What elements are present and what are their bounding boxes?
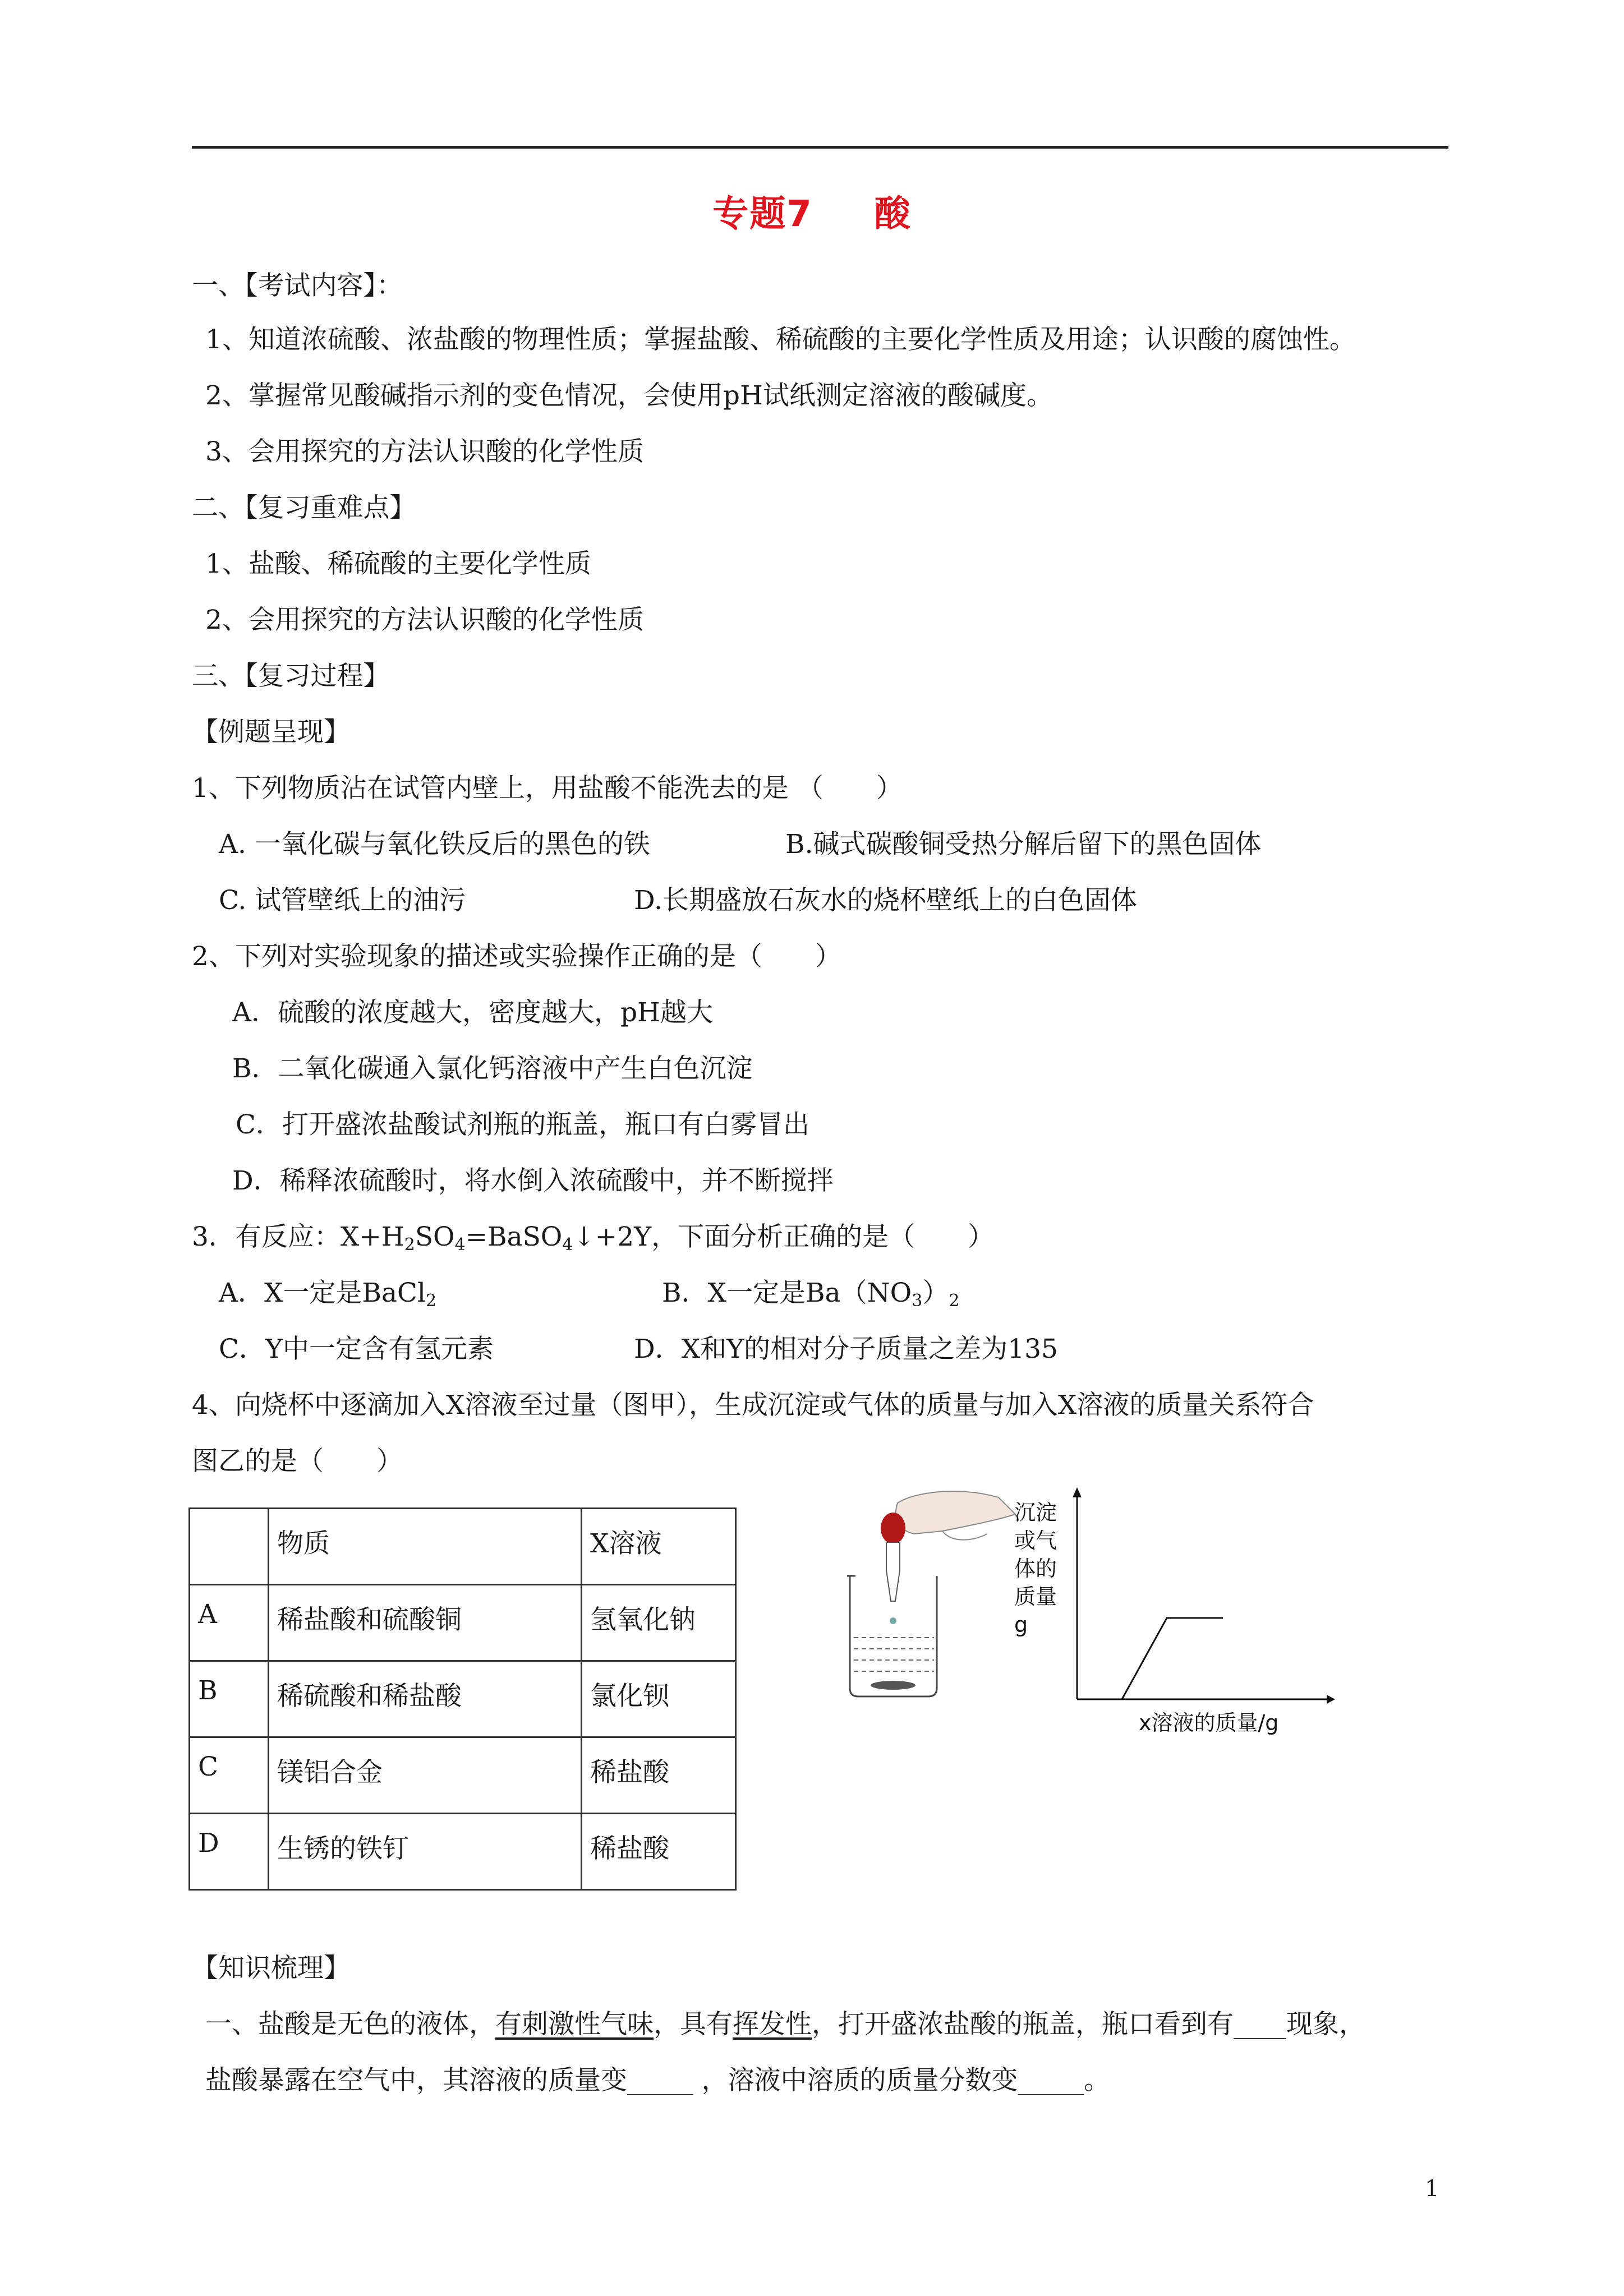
table-header-cell: X溶液 [582, 1509, 736, 1585]
table-row [190, 1814, 736, 1890]
table-cell: 镁铝合金 [269, 1737, 582, 1814]
q1-option-d: D.长期盛放石灰水的烧杯壁纸上的白色固体 [634, 885, 1137, 916]
header-rule [192, 146, 1448, 149]
q3-stem: 3．有反应：$X+H_2SO_4=BaSO_4↓+2Y$，下面分析正确的是（ ） [192, 1221, 995, 1255]
table-row [190, 1585, 736, 1661]
table-cell: 氢氧化钠 [582, 1585, 736, 1661]
q2-option-c: C．打开盛浓盐酸试剂瓶的瓶盖，瓶口有白雾冒出 [236, 1109, 809, 1140]
finger-line [942, 1531, 987, 1540]
knowledge-heading: 【知识梳理】 [192, 1953, 350, 1984]
knowledge-line-1: 一、盐酸是无色的液体，有刺激性气味，具有挥发性，打开盛浓盐酸的瓶盖，瓶口看到有____现象， [205, 2009, 1365, 2040]
section2-item-2: 2、会用探究的方法认识酸的化学性质 [205, 605, 644, 635]
svg-text:或气: 或气 [1014, 1528, 1057, 1553]
table-cell: 氯化钡 [582, 1661, 736, 1737]
q1-option-c: C. 试管壁纸上的油污 [219, 885, 466, 916]
q2-stem: 2、下列对实验现象的描述或实验操作正确的是（ ） [192, 941, 841, 972]
svg-text:g: g [1014, 1612, 1028, 1637]
svg-text:沉淀: 沉淀 [1014, 1500, 1057, 1525]
table-header-row [190, 1509, 736, 1585]
table-cell: B [190, 1661, 269, 1737]
table-cell: A [190, 1585, 269, 1661]
graph-ylabel [1014, 1500, 1057, 1637]
q2-option-a: A．硫酸的浓度越大，密度越大，pH越大 [232, 997, 714, 1028]
drop [890, 1617, 896, 1624]
section1-item-2: 2、掌握常见酸碱指示剂的变色情况，会使用pH试纸测定溶液的酸碱度。 [205, 380, 1053, 411]
title-subject: 酸 [874, 193, 912, 235]
dropper-tube [886, 1542, 900, 1601]
graph-curve [1122, 1618, 1223, 1699]
section3-heading: 三、【复习过程】 [192, 661, 390, 691]
section2-item-1: 1、盐酸、稀硫酸的主要化学性质 [205, 548, 591, 579]
section1-item-1: 1、知道浓硫酸、浓盐酸的物理性质；掌握盐酸、稀硫酸的主要化学性质及用途；认识酸的腐蚀性。 [205, 324, 1356, 355]
q3-option-a: A．X一定是BaCl$_2$ [219, 1278, 437, 1311]
table-cell: D [190, 1814, 269, 1890]
q3-option-d: D．X和Y的相对分子质量之差为135 [634, 1334, 1058, 1364]
knowledge-line-2: 盐酸暴露在空气中，其溶液的质量变_____ ，溶液中溶质的质量分数变_____。 [205, 2065, 1110, 2096]
table-cell: 稀盐酸 [582, 1814, 736, 1890]
table-cell: 稀盐酸 [582, 1737, 736, 1814]
table-header-cell: 物质 [269, 1509, 582, 1585]
sediment [871, 1681, 915, 1690]
examples-heading: 【例题呈现】 [192, 717, 350, 748]
table-cell: 生锈的铁钉 [269, 1814, 582, 1890]
dropper-bulb [881, 1513, 905, 1544]
table-cell: 稀硫酸和稀盐酸 [269, 1661, 582, 1737]
page-title [0, 185, 1624, 237]
q4-stem-line2: 图乙的是（ ） [192, 1446, 403, 1477]
hand-drawing [896, 1491, 1015, 1534]
svg-text:质量: 质量 [1014, 1584, 1057, 1609]
svg-text:体的: 体的 [1014, 1556, 1057, 1581]
q4-options-table [188, 1507, 737, 1891]
y-axis-arrow [1073, 1487, 1082, 1497]
q1-option-a: A. 一氧化碳与氧化铁反后的黑色的铁 [219, 829, 650, 860]
table-header-cell [190, 1509, 269, 1585]
table-row [190, 1737, 736, 1814]
q2-option-d: D．稀释浓硫酸时，将水倒入浓硫酸中，并不断搅拌 [232, 1165, 834, 1196]
table-row [190, 1661, 736, 1737]
table-cell: C [190, 1737, 269, 1814]
q3-option-b: B．X一定是$Ba(NO_3)_2$ [662, 1278, 960, 1311]
q1-option-b: B.碱式碳酸铜受热分解后留下的黑色固体 [785, 829, 1262, 860]
page-number: 1 [1425, 2176, 1439, 2202]
q2-option-b: B．二氧化碳通入氯化钙溶液中产生白色沉淀 [232, 1053, 753, 1084]
liquid [854, 1638, 934, 1671]
x-axis-arrow [1327, 1695, 1335, 1704]
title-topic: 专题7 [712, 193, 813, 235]
section2-heading: 二、【复习重难点】 [192, 492, 416, 523]
q3-option-c: C．Y中一定含有氢元素 [219, 1334, 494, 1364]
q1-stem: 1、下列物质沾在试管内壁上，用盐酸不能洗去的是 （ ） [192, 773, 903, 804]
table-cell: 稀盐酸和硫酸铜 [269, 1585, 582, 1661]
q4-figure [830, 1481, 1335, 1772]
section1-heading: 一、【考试内容】： [192, 270, 403, 301]
section1-item-3: 3、会用探究的方法认识酸的化学性质 [205, 436, 644, 467]
graph-xlabel: x溶液的质量/g [1139, 1711, 1279, 1735]
q4-stem-line1: 4、向烧杯中逐滴加入X溶液至过量（图甲），生成沉淀或气体的质量与加入X溶液的质量关系符合 [192, 1390, 1314, 1421]
